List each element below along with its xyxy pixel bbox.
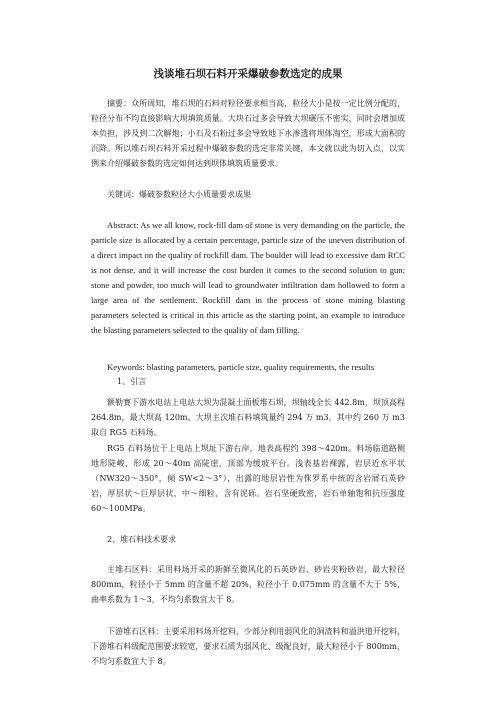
keywords-cn: 关键词：爆破参数粒径大小质量要求成果: [107, 190, 251, 199]
paragraph-3: 主堆石区料：采用料场开采的新鲜至微风化的石英砂岩、砂岩夹粉砂岩，最大粒径 800mm，粒径小于 5mm 的含量不超 20%，粒径小于 0.075mm 的含量不大于 5%，曲率系数为 1～3，不均匀系数宜大于 8。: [91, 565, 405, 604]
abstract-cn: 摘要：众所周知，堆石坝的石料对粒径要求相当高，粒径大小是按一定比例分配的，粒径分布不均直接影响大坝填筑质量。大块石过多会导致大坝碾压不密实，同时会增加成本负担，涉及到二次解炮；小石及石粉过多会导致地下水渗透将坝体淘空，形成大面积的沉降。所以堆石坝石料开采过程中爆破参数的选定非常关键，本文就以此为切入点，以实例来介绍爆破参数的选定如何达到坝体填筑质量要求。: [91, 99, 405, 168]
paragraph-2: RG5 石料场位于上电站上坝址下游右岸，地表高程约 398～420m。料场临道路侧地形陡峻，形成 20～40m 高陡崖，顶部为缓坡平台。浅表基岩裸露，岩层近水平状（NW320～350°，倾 SW<2～3°），出露的地层岩性为侏罗系中统的含岩屑石英砂岩，厚层状～巨厚层状，中～细粒，含有泥砾。岩石坚硬致密，岩石单轴饱和抗压强度 60～100MPa。: [91, 444, 405, 513]
keywords-en: Keywords: blasting parameters, particle size, quality requirements, the results: [107, 362, 375, 372]
section-2-heading: 2、堆石料技术要求: [107, 535, 177, 544]
paragraph-4: 下游堆石区料：主要采用料场开挖料，少部分利用弱风化的洞渣料和溢洪道开挖料，下游堆石料级配范围要求较宽，要求石质为弱风化、级配良好，最大粒径小于 800mm，不均匀系数宜大于 8。: [91, 627, 405, 666]
paragraph-1: 额勒赛下游水电站上电站大坝为混凝土面板堆石坝，坝轴线全长 442.8m，坝顶高程 264.8m，最大坝高 120m。大坝主次堆石料填筑量约 294 万 m3，其中约 260 万 m3 取自 RG5 石料场。: [91, 398, 405, 437]
paper-title: 浅谈堆石坝石料开采爆破参数选定的成果: [153, 68, 343, 80]
section-1-heading: 1、引言: [117, 377, 147, 386]
abstract-en: Abstract: As we all know, rock-fill dam of stone is very demanding on the particle, the particle size is allocated by a certain percentage, particle size of the uneven distribution of a direct impact on the quality of rockfill dam. The boulder will lead to excessive dam RCC is not dense, and it will increase the cost burden it comes to the second solution to gun; stone and powder, too much will lead to groundwater infiltration dam hollowed to form a large area of the settlement. Rockfill dam in the process of stone mining blasting parameters selected is critical in this article as the starting point, an example to introduce the blasting parameters selected to the quality of dam filling.: [91, 220, 405, 335]
